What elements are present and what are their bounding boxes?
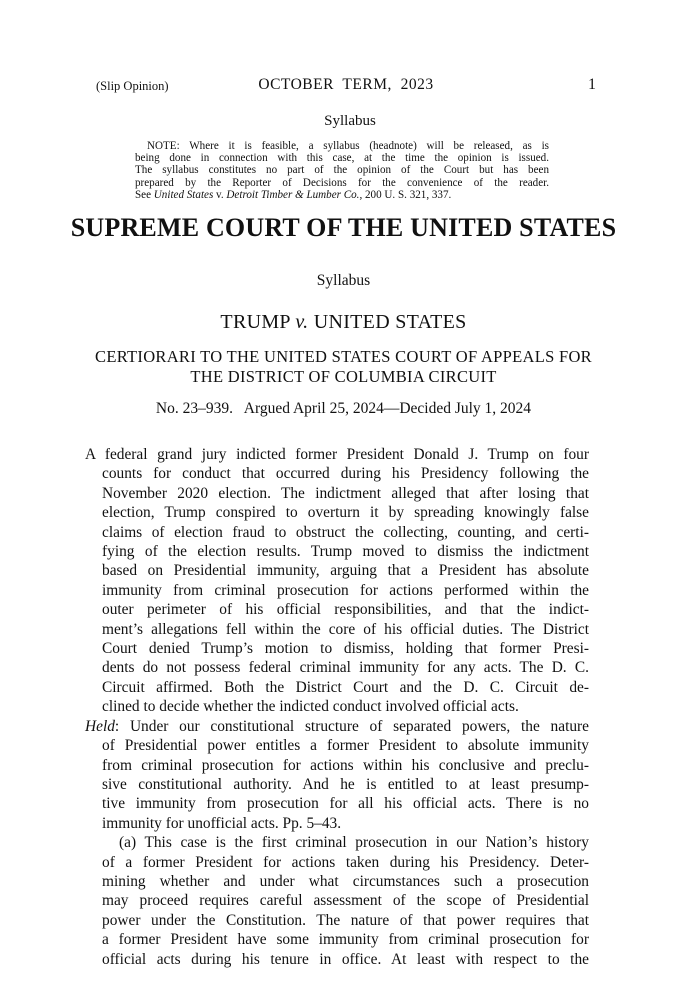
paragraph-line: election, Trump conspired to overturn it by spreading knowingly false bbox=[102, 504, 589, 522]
paragraph-line: November 2020 election. The indictment alleged that after losing that bbox=[102, 484, 589, 502]
paragraph-line: claims of election fraud to obstruct the collecting, counting, and certi- bbox=[102, 523, 589, 541]
background-paragraph bbox=[85, 445, 589, 717]
paragraph-line: counts for conduct that occurred during his Presidency following the bbox=[102, 465, 589, 483]
paragraph-line: (a) This case is the first criminal prosecution in our Nation’s history bbox=[119, 834, 589, 852]
paragraph-line: from criminal prosecution for actions within his conclusive and preclu- bbox=[102, 756, 589, 774]
part-a-paragraph bbox=[85, 833, 589, 969]
term-heading: OCTOBER TERM, 2023 bbox=[258, 76, 434, 93]
note-citation-text: See United States v. Detroit Timber & Lumber Co., 200 U. S. 321, 337. bbox=[135, 188, 452, 201]
paragraph-line: ment’s allegations fell within the core of his official duties. The District bbox=[102, 620, 589, 638]
certiorari-line-1: CERTIORARI TO THE UNITED STATES COURT OF APPEALS FOR bbox=[95, 347, 592, 366]
held-paragraph bbox=[85, 717, 589, 833]
note-line: NOTE: Where it is feasible, a syllabus (headnote) will be released, as is bbox=[147, 140, 549, 152]
held-first-line bbox=[85, 717, 589, 736]
syllabus-body bbox=[85, 445, 589, 969]
petitioner-name: TRUMP bbox=[220, 311, 291, 333]
headnote-note bbox=[135, 140, 549, 201]
syllabus-heading: Syllabus bbox=[316, 272, 371, 289]
paragraph-line: sive constitutional authority. And he is entitled to at least presump- bbox=[102, 775, 589, 793]
note-line-citation bbox=[135, 189, 549, 201]
paragraph-line: power under the Constitution. The nature of that power requires that bbox=[102, 911, 589, 929]
paragraph-line: A federal grand jury indicted former President Donald J. Trump on four bbox=[85, 446, 589, 463]
note-line: prepared by the Reporter of Decisions for the convenience of the reader. bbox=[135, 176, 549, 189]
note-line: being done in connection with this case, at the time the opinion is issued. bbox=[135, 152, 549, 165]
held-first-text: : Under our constitutional structure of separated powers, the nature bbox=[114, 717, 589, 735]
page-header bbox=[96, 76, 596, 96]
paragraph-line: official acts during his tenure in office. At least with respect to the bbox=[102, 950, 589, 968]
paragraph-line: may proceed requires careful assessment of the scope of Presidential bbox=[102, 892, 589, 910]
respondent-name: UNITED STATES bbox=[313, 311, 467, 333]
paragraph-line: immunity for unofficial acts. Pp. 5–43. bbox=[102, 814, 342, 832]
paragraph-line: based on Presidential immunity, arguing that a President has absolute bbox=[102, 562, 589, 580]
paragraph-line: Court denied Trump’s motion to dismiss, holding that former Presi- bbox=[102, 640, 589, 658]
certiorari-heading bbox=[0, 347, 687, 387]
paragraph-line: Circuit affirmed. Both the District Court and the D. C. Circuit de- bbox=[102, 678, 589, 696]
paragraph-line: clined to decide whether the indicted conduct involved official acts. bbox=[102, 698, 519, 716]
paragraph-line: mining whether and under what circumstances such a prosecution bbox=[102, 872, 589, 890]
paragraph-line: outer perimeter of his official responsibilities, and that the indict- bbox=[102, 601, 589, 619]
case-name bbox=[0, 311, 687, 334]
paragraph-line: immunity from criminal prosecution for actions performed within the bbox=[102, 581, 589, 599]
note-line: The syllabus constitutes no part of the opinion of the Court but has been bbox=[135, 164, 549, 177]
versus-abbrev: v. bbox=[295, 311, 309, 333]
docket-line: No. 23–939. Argued April 25, 2024—Decided July 1, 2024 bbox=[155, 400, 532, 417]
paragraph-line: of Presidential power entitles a former President to absolute immunity bbox=[102, 737, 589, 755]
paragraph-line: a former President have some immunity from criminal prosecution for bbox=[102, 931, 589, 949]
paragraph-line: tive immunity from prosecution for all his official acts. There is no bbox=[102, 795, 589, 813]
certiorari-line-2: THE DISTRICT OF COLUMBIA CIRCUIT bbox=[190, 367, 497, 386]
held-label: Held bbox=[85, 717, 115, 735]
page-number: 1 bbox=[588, 76, 596, 93]
slip-opinion-label: (Slip Opinion) bbox=[96, 79, 169, 93]
syllabus-heading-top: Syllabus bbox=[324, 113, 376, 129]
court-title: SUPREME COURT OF THE UNITED STATES bbox=[70, 213, 617, 242]
paragraph-line: fying of the election results. Trump moved to dismiss the indictment bbox=[102, 543, 589, 561]
paragraph-line: of a former President for actions taken during his Presidency. Deter- bbox=[102, 853, 589, 871]
paragraph-line: dents do not possess federal criminal immunity for any acts. The D. C. bbox=[102, 659, 589, 677]
